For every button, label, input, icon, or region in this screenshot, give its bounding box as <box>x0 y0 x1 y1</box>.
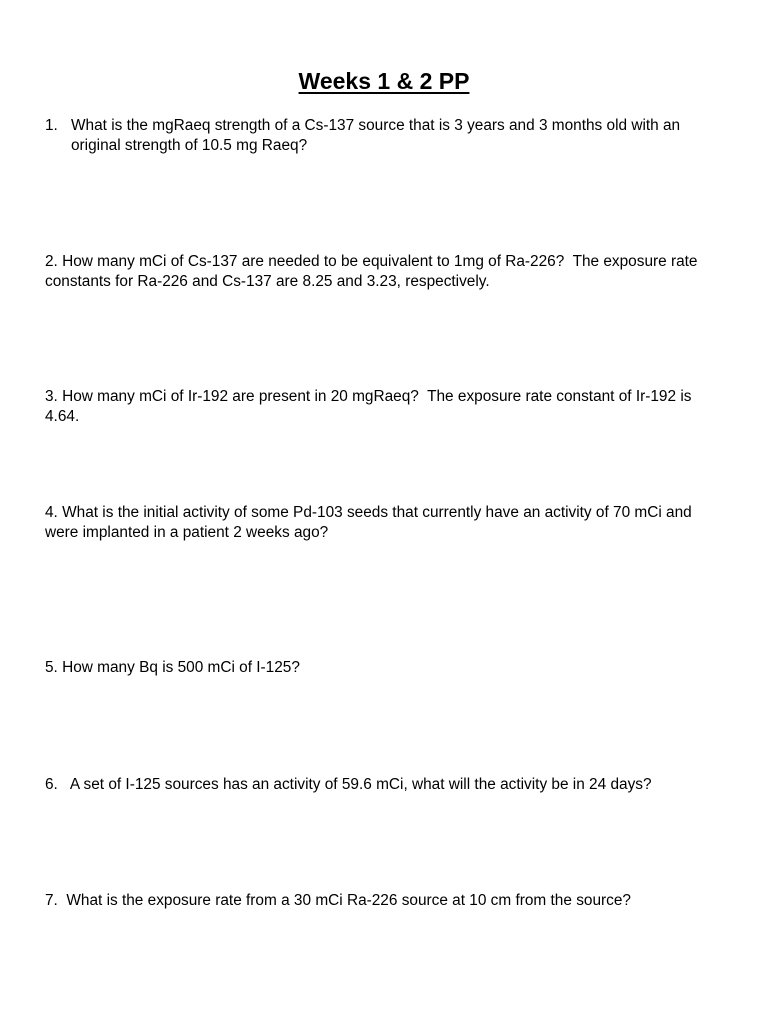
question-5: 5. How many Bq is 500 mCi of I-125? <box>45 659 300 676</box>
question-1-text: What is the mgRaeq strength of a Cs-137 source that is 3 years and 3 months old with an original strength of 10.5 mg Raeq? <box>71 117 681 154</box>
question-1 <box>45 116 725 156</box>
question-1-number: 1. <box>45 117 58 134</box>
question-7: 7. What is the exposure rate from a 30 mCi Ra-226 source at 10 cm from the source? <box>45 892 631 909</box>
question-4: 4. What is the initial activity of some Pd-103 seeds that currently have an activity of 70 mCi and were implanted in a patient 2 weeks ago? <box>45 504 692 541</box>
question-6: 6. A set of I-125 sources has an activity of 59.6 mCi, what will the activity be in 24 days? <box>45 776 652 793</box>
page-title: Weeks 1 & 2 PP <box>298 68 470 94</box>
question-3: 3. How many mCi of Ir-192 are present in 20 mgRaeq? The exposure rate constant of Ir-192 is 4.64. <box>45 388 696 425</box>
question-2: 2. How many mCi of Cs-137 are needed to be equivalent to 1mg of Ra-226? The exposure rate constants for Ra-226 and Cs-137 are 8.25 and 3.23, respectively. <box>45 253 702 290</box>
